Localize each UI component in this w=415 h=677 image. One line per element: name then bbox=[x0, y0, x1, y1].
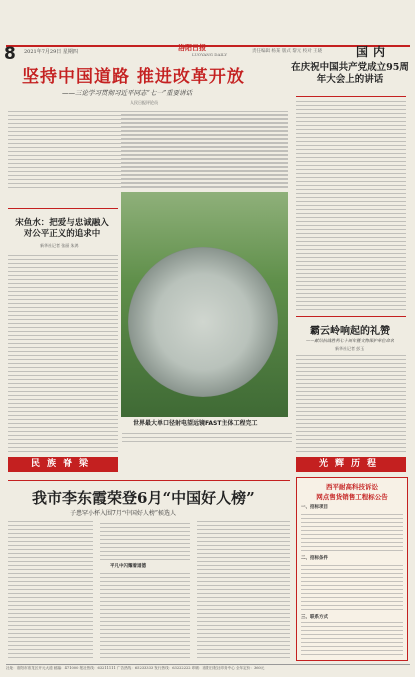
telescope-dish-icon bbox=[128, 247, 278, 397]
left2-author: 新华社记者 张丽 朱鸿 bbox=[40, 243, 79, 248]
bottom-divider bbox=[8, 480, 290, 481]
notice-body-2 bbox=[301, 562, 403, 610]
right-divider bbox=[296, 96, 406, 97]
banner-left: 民族脊梁 bbox=[8, 457, 118, 472]
right-headline: 在庆祝中国共产党成立95周年大会上的讲话 bbox=[291, 62, 409, 85]
notice-title-2: 网点售货销售工程标公告 bbox=[316, 493, 388, 501]
right2-headline: 霸云岭响起的礼赞 bbox=[310, 326, 390, 337]
middle-body-text bbox=[121, 112, 288, 187]
left2-divider bbox=[8, 208, 118, 209]
bottom-col-1 bbox=[8, 520, 93, 658]
notice-body-1 bbox=[301, 511, 403, 551]
bottom-headline: 我市李东霞荣登6月“中国好人榜” bbox=[32, 489, 255, 507]
header-rule bbox=[6, 45, 410, 47]
dateline: 2021年7月29日 星期四 bbox=[24, 49, 78, 55]
newspaper-logo-sub: LUOYANG DAILY bbox=[192, 52, 227, 57]
fast-telescope-photo bbox=[121, 192, 288, 417]
right2-subheadline: ——献给抗战胜利七十周年暨文物保护单位命名 bbox=[306, 338, 394, 343]
right2-body-text bbox=[296, 354, 406, 452]
photo-caption-text bbox=[122, 430, 292, 442]
bottom-subheadline: 子患罕小杯入围7月“中国好人榜”候选人 bbox=[70, 510, 176, 517]
main-subheadline: ——三论学习贯彻习近平同志“七一”重要讲话 bbox=[62, 89, 193, 97]
tender-notice-box bbox=[296, 477, 408, 661]
bottom-col-3 bbox=[197, 520, 290, 658]
photo-caption: 世界最大单口径射电望远镜FAST主体工程完工 bbox=[133, 420, 258, 427]
bottom-col-2b bbox=[100, 572, 190, 658]
left2-headline: 宋鱼水：把爱与忠诚融入对公平正义的追求中 bbox=[15, 218, 109, 239]
banner-right: 光辉历程 bbox=[296, 457, 406, 472]
left2-body-text bbox=[8, 252, 118, 452]
notice-body-3 bbox=[301, 621, 403, 655]
footer-info: 社址：洛阳市洛龙区开元大道 邮编：471000 报社热线：63211111 广告热线：65233333 发行热线：63222222 印刷：洛阳日报社印务中心 全年定价：360元 bbox=[6, 664, 410, 674]
right-body-text bbox=[296, 100, 406, 310]
main-headline: 坚持中国道路 推进改革开放 bbox=[22, 67, 245, 87]
notice-sub-2: 二、招标条件 bbox=[301, 556, 328, 561]
right2-author: 新华社记者 彭玉 bbox=[335, 346, 365, 351]
section-tag: 国内 bbox=[356, 45, 391, 59]
right2-divider bbox=[296, 316, 406, 317]
bottom-col-2a bbox=[100, 520, 190, 560]
notice-sub-1: 一、招标项目 bbox=[301, 505, 328, 510]
notice-title-1: 西平耐高科技诉讼 bbox=[326, 483, 378, 491]
bottom-subhead: 平凡中闪耀着道德 bbox=[110, 564, 146, 569]
editors-line: 责任编辑 杨某 版式 黎元 校对 王晓 bbox=[252, 49, 323, 54]
newspaper-logo: 洛阳日报 bbox=[178, 44, 206, 52]
main-byline: 人民日报评论员 bbox=[130, 100, 158, 105]
notice-sub-3: 三、联系方式 bbox=[301, 615, 328, 620]
page-number: 8 bbox=[4, 44, 16, 64]
